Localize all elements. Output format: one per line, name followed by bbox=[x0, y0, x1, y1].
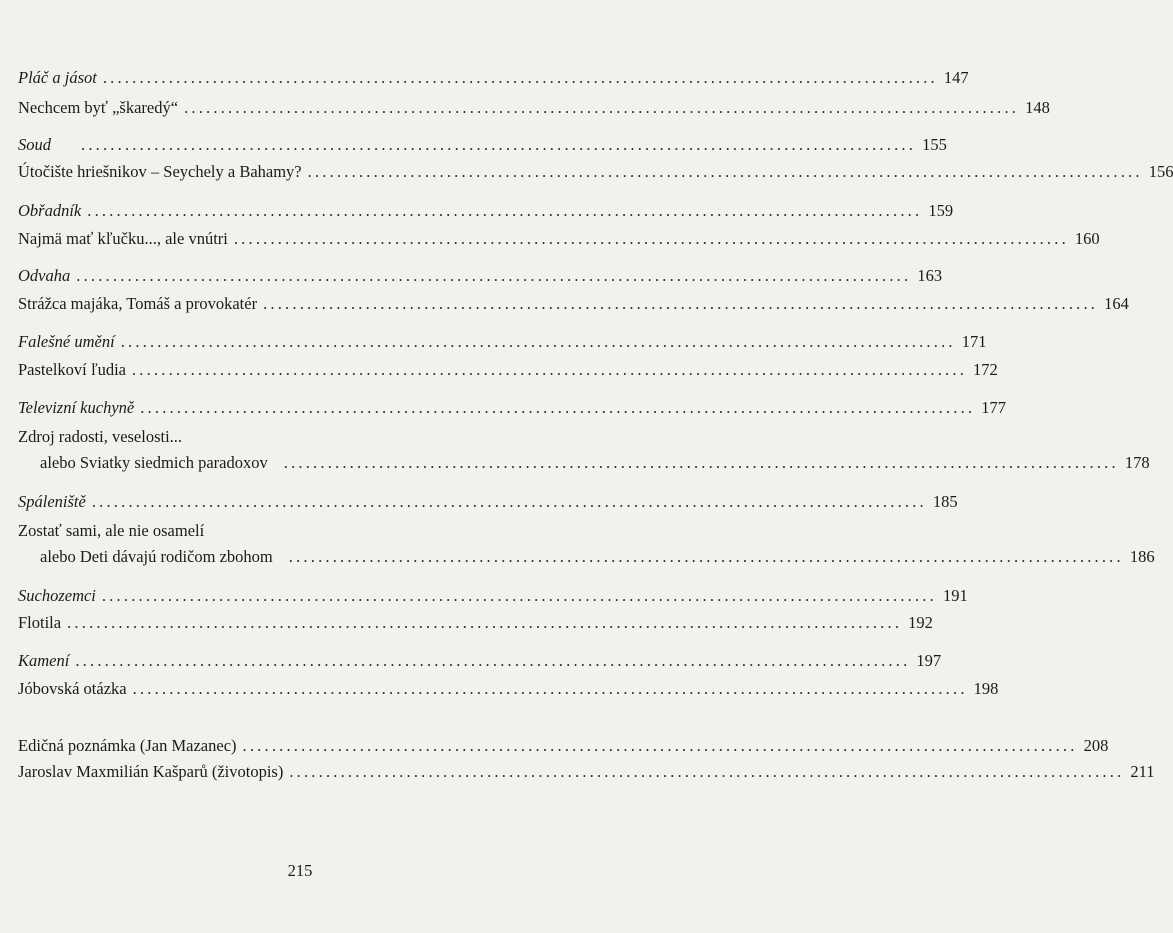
dot-leader: .................................................................................................................. bbox=[233, 229, 1069, 248]
dot-leader: .................................................................................................................. bbox=[307, 162, 1143, 181]
dot-leader: .................................................................................................................. bbox=[184, 98, 1020, 117]
toc-entry-page: 197 bbox=[916, 651, 942, 670]
dot-leader: .................................................................................................................. bbox=[283, 453, 1119, 472]
toc-entry-page: 164 bbox=[1104, 294, 1129, 313]
toc-entry bbox=[18, 292, 1129, 316]
toc-entry-page: 185 bbox=[932, 492, 958, 511]
toc-entry-title: Pláč a jásot bbox=[18, 68, 97, 87]
toc-entry-page: 208 bbox=[1083, 736, 1109, 755]
dot-leader: .................................................................................................................. bbox=[81, 135, 917, 154]
toc-entry-title: Odvaha bbox=[18, 266, 71, 285]
toc-entry bbox=[18, 199, 954, 223]
toc-entry-title: Suchozemci bbox=[18, 586, 96, 605]
toc-entry-page: 163 bbox=[917, 266, 943, 285]
toc-entry bbox=[18, 425, 498, 449]
toc-entry-page: 172 bbox=[973, 360, 998, 379]
dot-leader: .................................................................................................................. bbox=[263, 294, 1099, 313]
toc-entry bbox=[18, 264, 943, 288]
toc-entry bbox=[18, 160, 1173, 184]
toc-entry-title: Obřadník bbox=[18, 201, 82, 220]
toc-entry-title: Kamení bbox=[18, 651, 70, 670]
dot-leader: .................................................................................................................. bbox=[101, 586, 937, 605]
toc-entry-page: 178 bbox=[1124, 453, 1150, 472]
dot-leader: .................................................................................................................. bbox=[132, 679, 968, 698]
toc-entry bbox=[18, 96, 1050, 120]
toc-entry-page: 155 bbox=[922, 135, 947, 154]
dot-leader: .................................................................................................................. bbox=[120, 332, 956, 351]
toc-entry bbox=[18, 227, 1100, 251]
toc-entry-title: Jaroslav Maxmilián Kašparů (životopis) bbox=[18, 762, 284, 781]
toc-entry-page: 160 bbox=[1074, 229, 1100, 248]
toc-entry-title: alebo Sviatky siedmich paradoxov bbox=[40, 453, 268, 472]
toc-entry-title: Jóbovská otázka bbox=[18, 679, 127, 698]
toc-entry-title: Flotila bbox=[18, 613, 62, 632]
toc-entry-title: alebo Deti dávajú rodičom zbohom bbox=[40, 547, 273, 566]
dot-leader: .................................................................................................................. bbox=[102, 68, 938, 87]
toc-entry bbox=[18, 760, 1155, 784]
toc-entry-title: Strážca majáka, Tomáš a provokatér bbox=[18, 294, 258, 313]
toc-entry-title: Edičná poznámka (Jan Mazanec) bbox=[18, 736, 237, 755]
toc-entry-title: Zdroj radosti, veselosti... bbox=[18, 427, 183, 446]
toc-entry-page: 147 bbox=[943, 68, 969, 87]
toc-entry bbox=[18, 649, 942, 673]
dot-leader: .................................................................................................................. bbox=[67, 613, 903, 632]
toc-entry bbox=[18, 396, 1007, 420]
toc-entry bbox=[18, 451, 1150, 475]
toc-entry-title: Zostať sami, ale nie osamelí bbox=[18, 521, 205, 540]
toc-entry-page: 186 bbox=[1129, 547, 1155, 566]
toc-entry-title: Pastelkoví ľudia bbox=[18, 360, 126, 379]
toc-entry-page: 148 bbox=[1025, 98, 1050, 117]
toc-entry bbox=[18, 519, 498, 543]
toc-entry-title: Spáleniště bbox=[18, 492, 86, 511]
toc-entry-page: 171 bbox=[961, 332, 987, 351]
toc-entry-page: 156 bbox=[1148, 162, 1173, 181]
toc-entry-title: Najmä mať kľučku..., ale vnútri bbox=[18, 229, 228, 248]
dot-leader: .................................................................................................................. bbox=[76, 266, 912, 285]
toc-entry-title: Nechcem byť „škaredý“ bbox=[18, 98, 179, 117]
toc-entry-page: 177 bbox=[981, 398, 1007, 417]
toc-entry bbox=[18, 611, 933, 635]
toc-entry bbox=[18, 584, 968, 608]
dot-leader: .................................................................................................................. bbox=[140, 398, 976, 417]
toc-entry bbox=[18, 358, 998, 382]
toc-entry bbox=[18, 133, 947, 157]
toc-entry bbox=[18, 545, 1155, 569]
toc-entry bbox=[18, 66, 969, 90]
toc-entry bbox=[18, 734, 1109, 758]
toc-entry-page: 198 bbox=[973, 679, 999, 698]
dot-leader: .................................................................................................................. bbox=[75, 651, 911, 670]
toc-entry bbox=[18, 330, 987, 354]
toc-entry-page: 211 bbox=[1130, 762, 1155, 781]
dot-leader: .................................................................................................................. bbox=[289, 762, 1125, 781]
toc-entry-title: Soud bbox=[18, 135, 51, 154]
dot-leader: .................................................................................................................. bbox=[288, 547, 1124, 566]
toc-entry-page: 191 bbox=[942, 586, 968, 605]
toc-entry bbox=[18, 677, 999, 701]
toc-entry-page: 192 bbox=[908, 613, 933, 632]
dot-leader: .................................................................................................................. bbox=[87, 201, 923, 220]
toc-entry-title: Televizní kuchyně bbox=[18, 398, 135, 417]
dot-leader: .................................................................................................................. bbox=[242, 736, 1078, 755]
dot-leader: .................................................................................................................. bbox=[131, 360, 968, 379]
toc-entry-title: Útočište hriešnikov – Seychely a Bahamy? bbox=[18, 162, 302, 181]
toc-entry bbox=[18, 490, 958, 514]
toc-entry-title: Falešné umění bbox=[18, 332, 115, 351]
dot-leader: .................................................................................................................. bbox=[91, 492, 927, 511]
toc-entry-page: 159 bbox=[928, 201, 954, 220]
page-number: 215 bbox=[287, 861, 313, 880]
